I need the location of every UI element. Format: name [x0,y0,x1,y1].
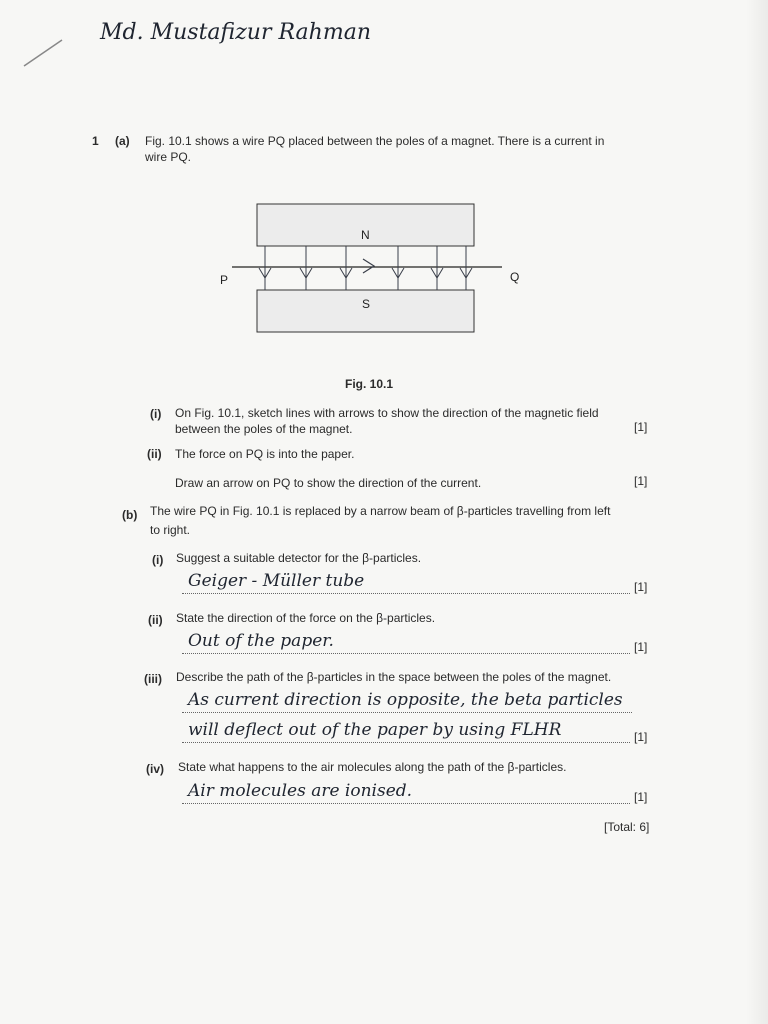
part-a-intro-line2: wire PQ. [145,150,192,164]
part-a-ii-label: (ii) [147,447,162,461]
answer-line-b-i [182,573,630,594]
answer-line-b-iii-2 [182,722,630,743]
part-b-iii-question: Describe the path of the β-particles in the space between the poles of the magnet. [176,670,612,684]
part-b-intro-line1: The wire PQ in Fig. 10.1 is replaced by a narrow beam of β-particles travelling from left [150,504,611,518]
part-a-label: (a) [115,134,130,148]
part-b-ii-question: State the direction of the force on the β-particles. [176,611,436,625]
part-a-i-line2: between the poles of the magnet. [175,422,353,436]
p-label: P [220,273,229,287]
field-lines [259,246,472,290]
part-a-i-marks: [1] [634,420,648,434]
part-b-intro-line2: to right. [150,523,191,537]
marks-b-iii: [1] [634,730,648,744]
answer-b-iii-line2: will deflect out of the paper by using FLHR [188,720,562,740]
answer-b-i: Geiger - Müller tube [188,571,365,591]
marks-b-ii: [1] [634,640,648,654]
south-label: S [362,297,371,311]
answer-line-b-iv [182,783,630,804]
magnet-figure [210,198,530,340]
part-b-iv-question: State what happens to the air molecules along the path of the β-particles. [178,760,567,774]
part-b-ii-label: (ii) [148,613,163,627]
part-a-ii-marks: [1] [634,474,648,488]
figure-caption: Fig. 10.1 [345,377,394,391]
answer-b-ii: Out of the paper. [188,631,334,651]
pen-stroke-mark [20,36,70,70]
answer-line-b-ii [182,633,630,654]
part-a-ii-line2: Draw an arrow on PQ to show the direction of the current. [175,476,482,490]
part-a-i-label: (i) [150,407,162,421]
part-b-i-question: Suggest a suitable detector for the β-particles. [176,551,422,565]
part-b-iii-label: (iii) [144,672,162,686]
part-a-intro-line1: Fig. 10.1 shows a wire PQ placed between the poles of a magnet. There is a current in [145,134,605,148]
page-edge-shadow [746,0,768,1024]
question-number: 1 [92,134,99,148]
answer-b-iii-line1: As current direction is opposite, the beta particles [188,690,623,710]
answer-line-b-iii-1 [182,692,632,713]
part-b-label: (b) [122,508,138,522]
marks-b-i: [1] [634,580,648,594]
part-b-iv-label: (iv) [146,762,164,776]
current-arrow [363,259,374,273]
part-b-i-label: (i) [152,553,164,567]
part-a-i-line1: On Fig. 10.1, sketch lines with arrows to show the direction of the magnetic field [175,406,599,420]
answer-b-iv: Air molecules are ionised. [188,781,413,801]
q-label: Q [510,270,520,284]
part-a-ii-line1: The force on PQ is into the paper. [175,447,355,461]
north-label: N [361,228,370,242]
student-name: Md. Mustafizur Rahman [100,20,371,45]
total-marks: [Total: 6] [604,820,650,834]
marks-b-iv: [1] [634,790,648,804]
